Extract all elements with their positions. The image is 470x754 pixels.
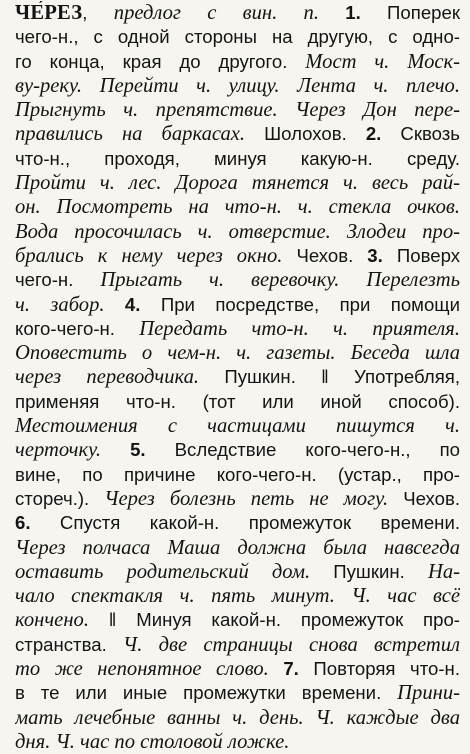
definition-text: Поперек [360, 2, 460, 23]
definition-text: что-н., проходя, минуя какую-н. среду. [15, 147, 460, 169]
entry-line [15, 560, 460, 584]
usage-example: оставить родительский дом. [15, 560, 334, 583]
entry-line [15, 122, 460, 146]
entry-line [15, 536, 460, 560]
definition-text: Повторяя что-н. [298, 658, 460, 680]
entry-line [15, 74, 460, 98]
usage-example: мать лечебные ванны ч. день. Ч. каждые два [15, 706, 460, 729]
entry-line [15, 681, 460, 705]
sense-number: 1. [345, 2, 361, 23]
usage-example: Через полчаса Маша должна была навсегда [15, 536, 460, 559]
entry-line [15, 633, 460, 657]
definition-text: Пушкин. [333, 560, 428, 582]
definition-text: чего-н. [15, 269, 101, 291]
entry-line [15, 171, 460, 195]
entry-line [15, 195, 460, 219]
definition-text: , [82, 2, 114, 23]
entry-line [15, 50, 460, 74]
usage-example: черточку. [15, 439, 131, 462]
usage-example: Вода просочилась ч. отверстие. Злодеи про- [15, 220, 460, 243]
entry-line [15, 487, 460, 511]
entry-line [15, 341, 460, 365]
usage-example: чало спектакля ч. пять минут. Ч. час всё [15, 585, 460, 608]
usage-example: Через болезнь петь не могу. [104, 487, 404, 510]
usage-example: кончено. [15, 609, 109, 632]
definition-text: применяя что-н. (тот или иной способ). [15, 390, 460, 412]
entry-line [15, 25, 460, 49]
usage-example: дня. Ч. час по столовой ложке. [15, 730, 290, 753]
definition-text: Чехов. [403, 487, 460, 509]
usage-example: Прыгать ч. веревочку. Перелезть [100, 269, 460, 292]
usage-example: Оповестить о чем-н. ч. газеты. Беседа шла [15, 342, 460, 365]
usage-example: правились на баркасах. [15, 123, 265, 146]
usage-example: Мост ч. Моск- [305, 50, 460, 73]
entry-line [15, 268, 460, 292]
usage-example: Передать что-н. ч. приятеля. [139, 317, 460, 340]
entry-line [15, 584, 460, 608]
usage-example: брались к нему через окно. [15, 244, 297, 267]
definition-text: При посредстве, при помощи [140, 293, 460, 315]
headword: ЧЕ́РЕЗ [15, 2, 83, 24]
definition-text: чего-н., с одной стороны на другую, с одно- [15, 26, 460, 48]
definition-text: странства. [15, 633, 124, 655]
entry-line [15, 511, 460, 535]
entry-line [15, 390, 460, 414]
entry-line [15, 438, 460, 462]
entry-line [15, 706, 460, 730]
usage-example: Ч. две страницы снова встретил [123, 633, 460, 656]
sense-number: 6. [15, 512, 31, 534]
usage-example: то же непонятное слово. [15, 658, 284, 681]
sense-number: 2. [365, 123, 382, 145]
usage-example: Местоимения с частицами пишутся ч. [15, 415, 460, 438]
entry-line [15, 98, 460, 122]
entry-line [15, 1, 460, 25]
dictionary-entry-cherez [15, 1, 460, 754]
entry-line [15, 414, 460, 438]
definition-text: вине, по причине кого-чего-н. (устар., про- [15, 463, 460, 485]
definition-text: Чехов. [296, 244, 368, 266]
entry-line [15, 730, 460, 754]
usage-example: Прини- [397, 682, 460, 705]
definition-text: Пушкин. ‖ Употребляя, [224, 366, 460, 388]
entry-line [15, 657, 460, 681]
entry-line [15, 244, 460, 268]
usage-example: через переводчика. [15, 366, 225, 389]
definition-text: ‖ Минуя какой-н. промежуток про- [108, 609, 460, 631]
usage-example: ч. забор. [15, 293, 125, 316]
sense-number: 5. [130, 439, 146, 461]
definition-text: го конца, края до другого. [15, 50, 306, 72]
usage-example: На- [427, 560, 460, 583]
definition-text: стореч.). [15, 487, 105, 509]
sense-number: 4. [124, 293, 141, 315]
definition-text: Поверх [382, 244, 460, 266]
definition-text: Шолохов. [264, 123, 366, 145]
entry-line [15, 147, 460, 171]
usage-example: ву-реку. Перейти ч. улицу. Лента ч. плечо. [15, 74, 460, 97]
entry-line [15, 317, 460, 341]
entry-line [15, 365, 460, 389]
definition-text: в те или иные промежутки времени. [15, 682, 398, 704]
definition-text: Вследствие кого-чего-н., по [145, 439, 460, 461]
usage-example: он. Посмотреть на что-н. ч. стекла очков. [15, 196, 460, 219]
usage-example: Пройти ч. лес. Дорога тянется ч. весь рай- [15, 172, 460, 195]
sense-number: 7. [283, 658, 299, 680]
usage-example: Прыгнуть ч. препятствие. Через Дон пере- [15, 99, 460, 122]
entry-line [15, 608, 460, 632]
entry-line [15, 220, 460, 244]
definition-text: Спустя какой-н. промежуток времени. [30, 512, 460, 534]
entry-line [15, 463, 460, 487]
usage-example: предлог с вин. п. [113, 2, 346, 24]
entry-line [15, 293, 460, 317]
definition-text: кого-чего-н. [15, 317, 140, 339]
sense-number: 3. [367, 244, 383, 266]
definition-text: Сквозь [381, 123, 460, 145]
